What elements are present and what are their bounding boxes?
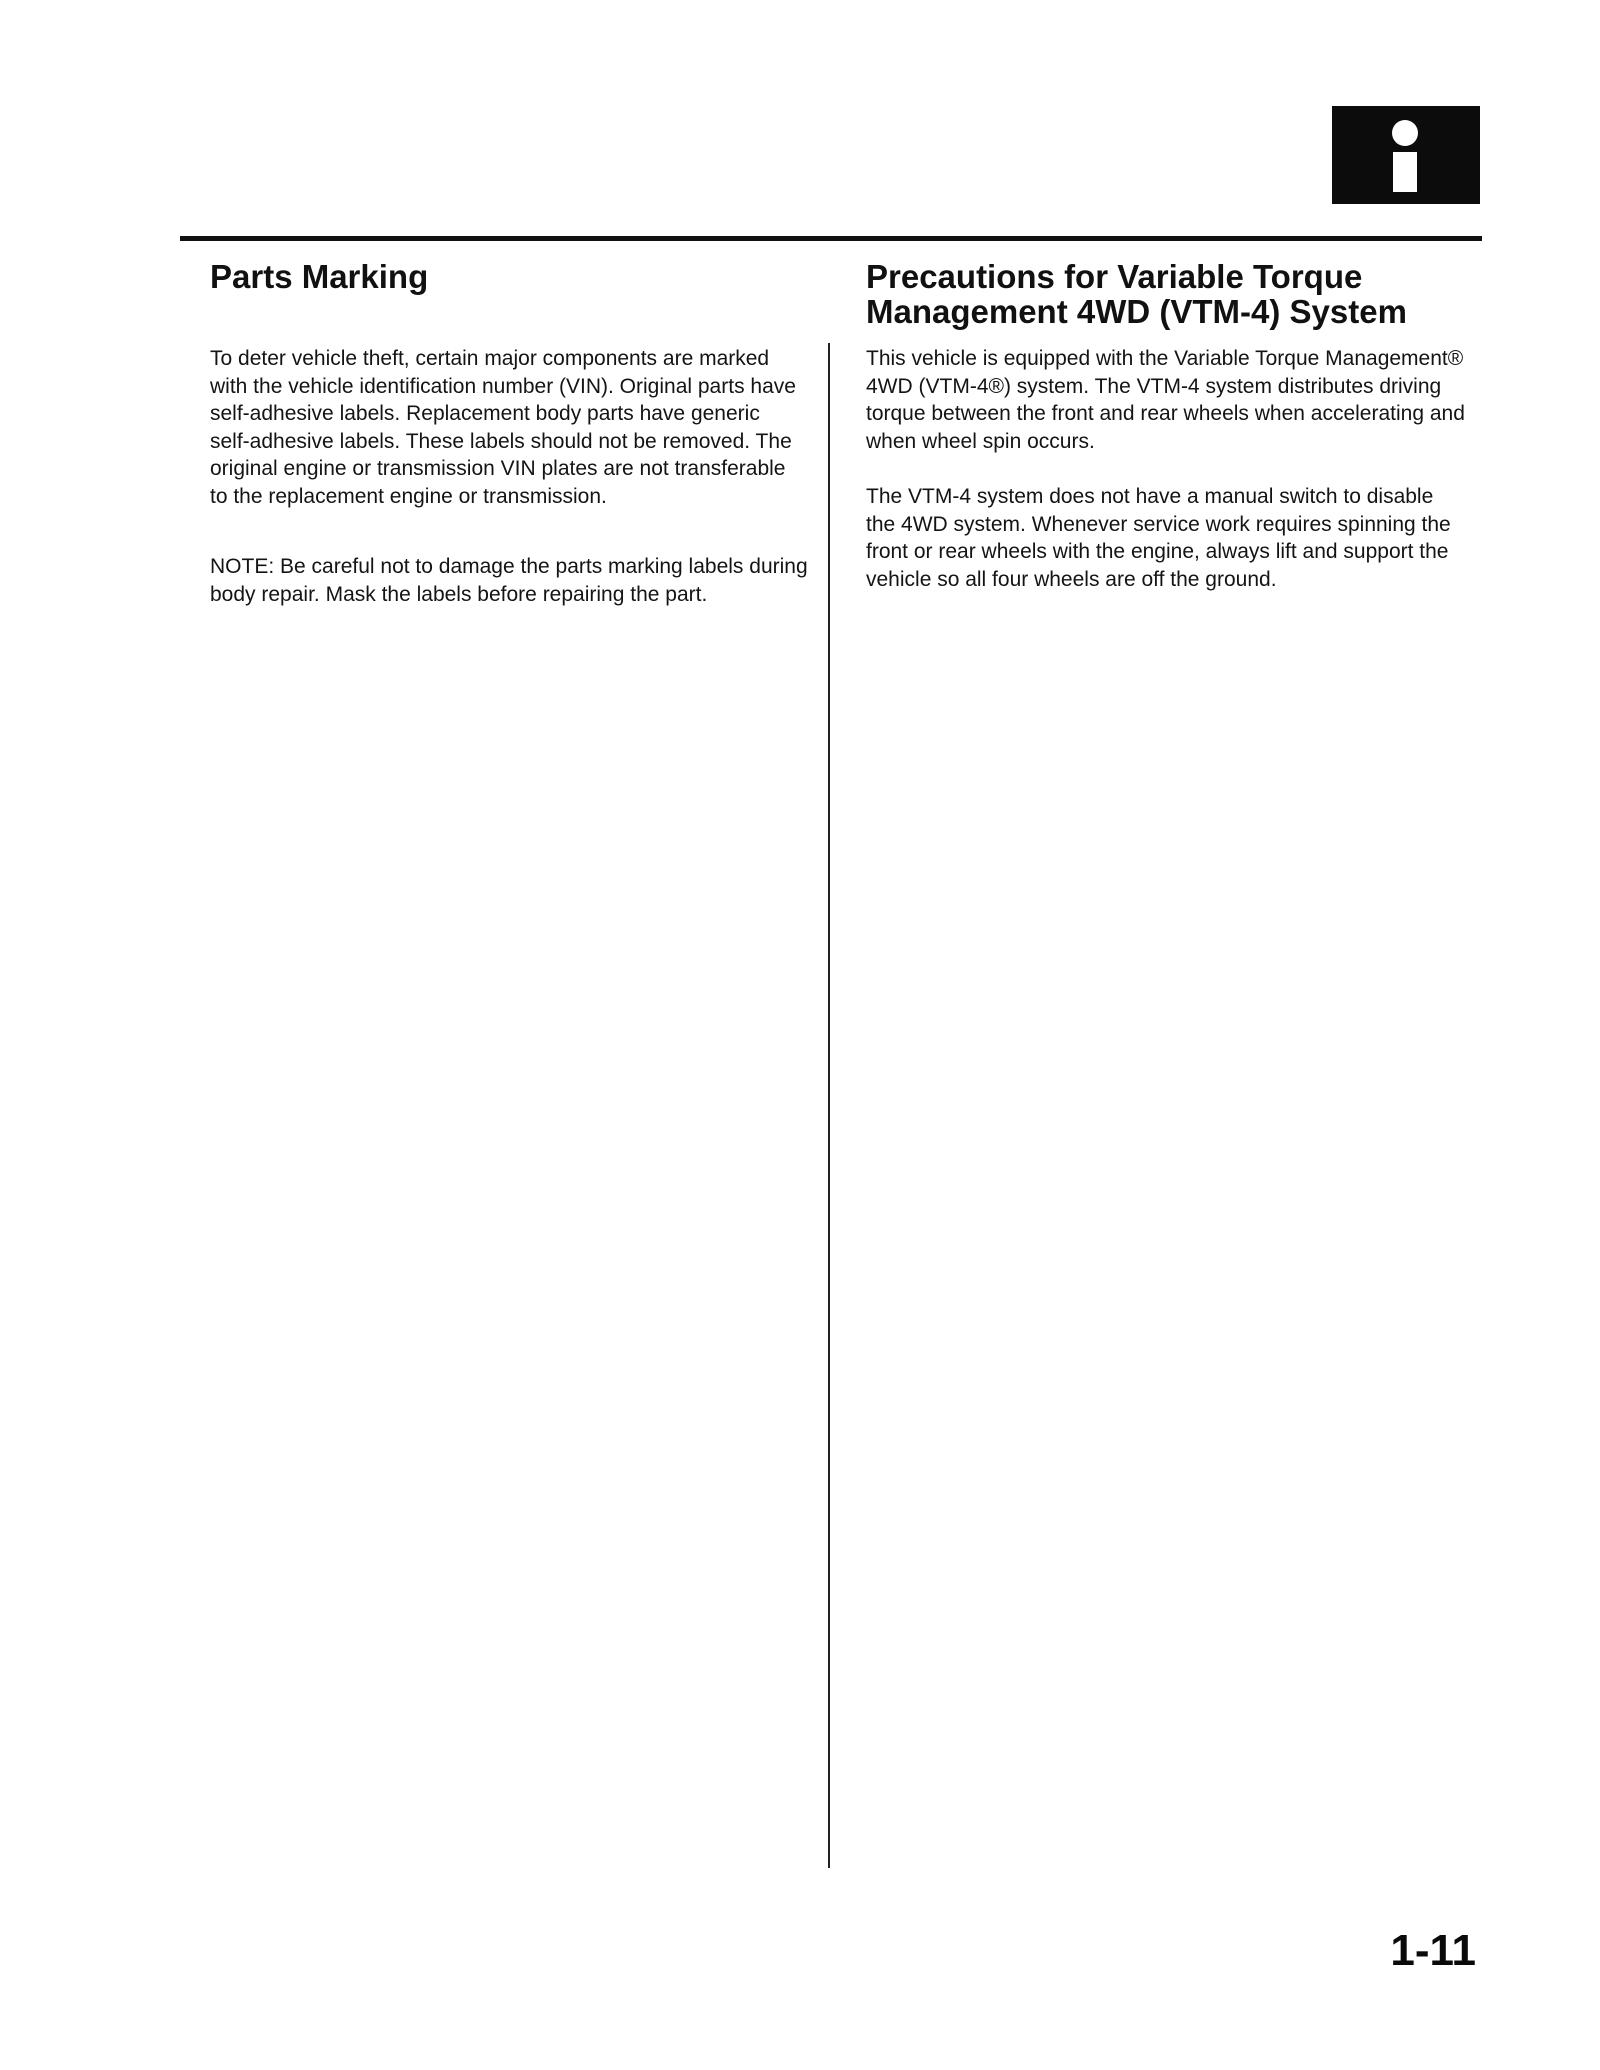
parts-marking-note: NOTE: Be careful not to damage the parts marking labels during body repair. Mask the labels before repairing the part. bbox=[210, 555, 808, 606]
info-icon-stem bbox=[1393, 152, 1417, 192]
vtm4-precautions-heading: Precautions for Variable Torque Management 4WD (VTM-4) System bbox=[866, 258, 1407, 330]
info-icon-dot bbox=[1392, 120, 1418, 146]
header-rule bbox=[180, 236, 1482, 241]
parts-marking-paragraph: To deter vehicle theft, certain major components are marked with the vehicle identification number (VIN). Original parts have self-adhesive labels. Replacement body parts have generic self-adhesive labels. These labels should not be removed. The original engine or transmission VIN plates are not transferable to the replacement engine or transmission. bbox=[210, 347, 796, 508]
column-divider bbox=[828, 343, 830, 1868]
vtm4-description-paragraph: This vehicle is equipped with the Variable Torque Management® 4WD (VTM-4®) system. The VTM-4 system distributes driving torque between the front and rear wheels when accelerating and when wheel spin occurs. bbox=[866, 347, 1465, 453]
info-icon bbox=[1332, 106, 1480, 204]
vtm4-service-paragraph: The VTM-4 system does not have a manual switch to disable the 4WD system. Whenever service work requires spinning the front or rear wheels with the engine, always lift and support the vehicle so all four wheels are off the ground. bbox=[866, 485, 1451, 591]
page-number: 1-11 bbox=[1390, 1926, 1476, 1975]
parts-marking-heading: Parts Marking bbox=[210, 258, 429, 295]
